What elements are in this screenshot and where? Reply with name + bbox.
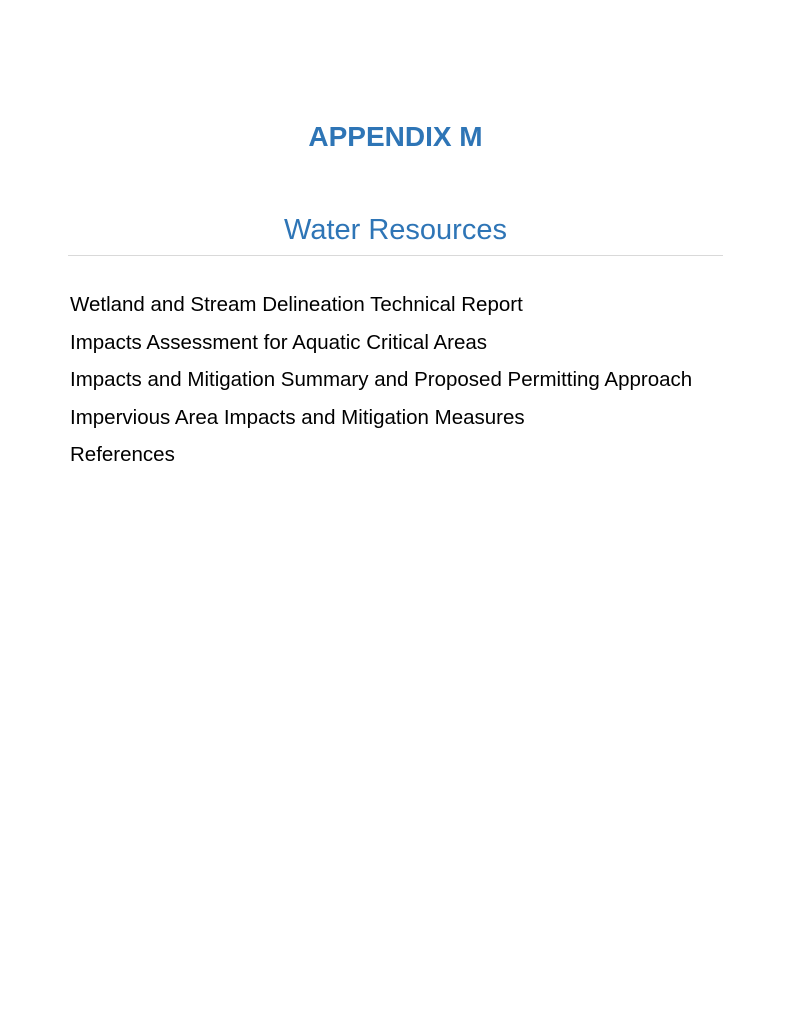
- section-title: Water Resources: [284, 214, 507, 246]
- contents-item-delineation-report: Wetland and Stream Delineation Technical Report: [70, 293, 523, 316]
- contents-item-impervious-area: Impervious Area Impacts and Mitigation Measures: [70, 405, 525, 429]
- contents-list: [70, 286, 710, 474]
- contents-item-mitigation-summary: Impacts and Mitigation Summary and Proposed Permitting Approach: [70, 368, 693, 391]
- title-divider: [68, 255, 723, 256]
- contents-item-references: References: [70, 443, 175, 466]
- contents-item-impacts-assessment: Impacts Assessment for Aquatic Critical Areas: [70, 330, 487, 354]
- appendix-title: APPENDIX M: [308, 121, 483, 152]
